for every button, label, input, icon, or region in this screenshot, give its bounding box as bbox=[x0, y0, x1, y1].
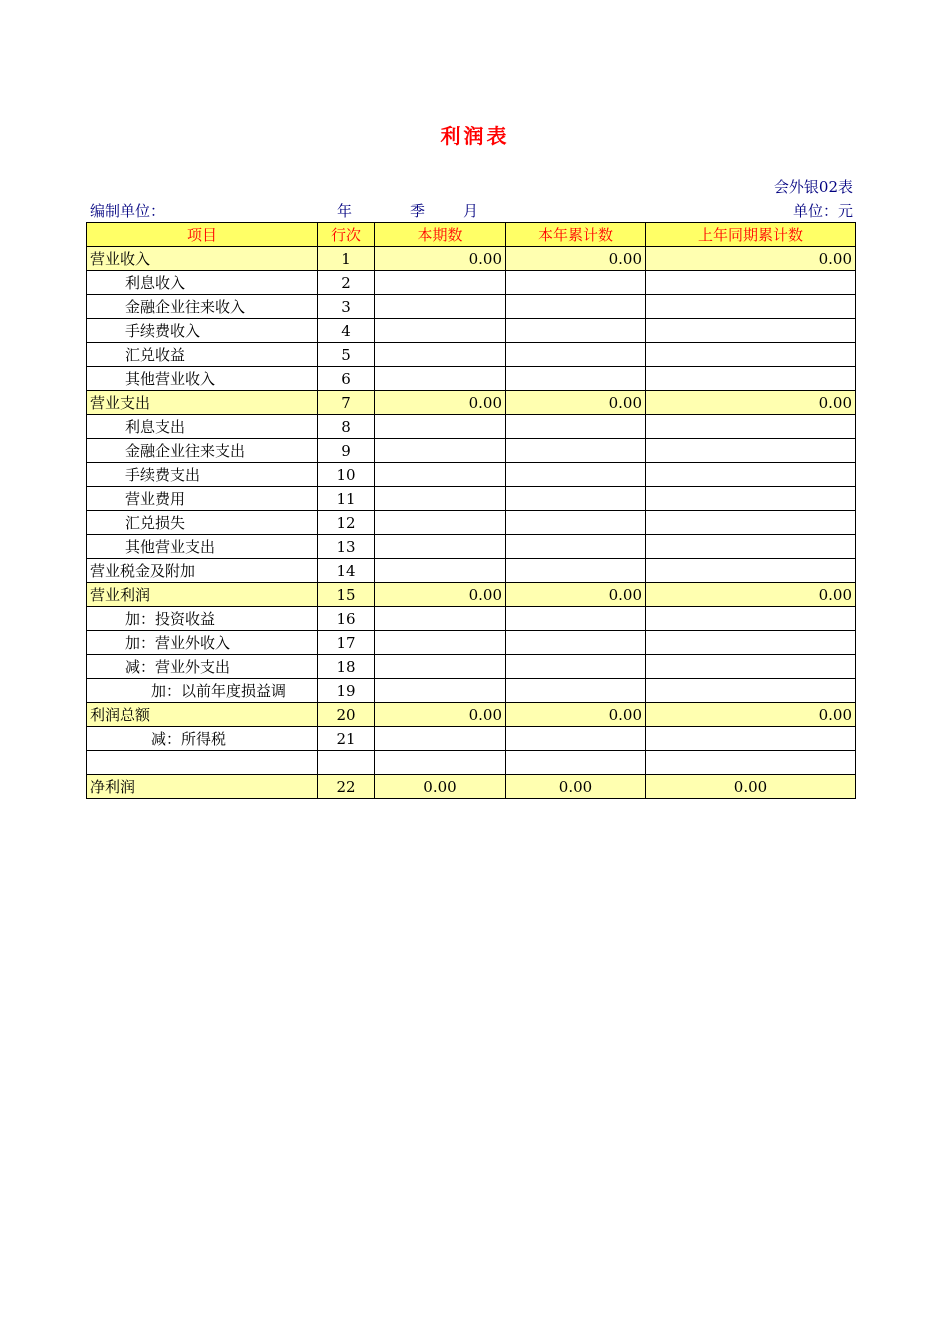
cell-item[interactable]: 利息收入 bbox=[87, 271, 318, 295]
cell-ytd[interactable] bbox=[506, 295, 646, 319]
table-row bbox=[87, 727, 856, 751]
cell-current[interactable] bbox=[375, 679, 506, 703]
table-row bbox=[87, 367, 856, 391]
cell-item[interactable]: 其他营业收入 bbox=[87, 367, 318, 391]
cell-current[interactable] bbox=[375, 271, 506, 295]
cell-current[interactable] bbox=[375, 535, 506, 559]
cell-index[interactable]: 22 bbox=[318, 775, 375, 799]
cell-item[interactable]: 营业支出 bbox=[87, 391, 318, 415]
table-row bbox=[87, 511, 856, 535]
table-row bbox=[87, 631, 856, 655]
cell-ytd[interactable] bbox=[506, 463, 646, 487]
table-row bbox=[87, 535, 856, 559]
cell-current[interactable] bbox=[375, 319, 506, 343]
cell-index[interactable]: 14 bbox=[318, 559, 375, 583]
cell-index[interactable]: 8 bbox=[318, 415, 375, 439]
cell-current[interactable]: 0.00 bbox=[375, 247, 506, 271]
cell-index[interactable]: 3 bbox=[318, 295, 375, 319]
cell-current[interactable]: 0.00 bbox=[375, 583, 506, 607]
cell-current[interactable] bbox=[375, 559, 506, 583]
cell-item[interactable]: 净利润 bbox=[87, 775, 318, 799]
cell-prev[interactable] bbox=[646, 559, 856, 583]
table-row bbox=[87, 343, 856, 367]
header-row bbox=[87, 223, 856, 247]
cell-prev[interactable] bbox=[646, 655, 856, 679]
cell-ytd[interactable] bbox=[506, 439, 646, 463]
cell-prev[interactable] bbox=[646, 487, 856, 511]
cell-prev[interactable] bbox=[646, 607, 856, 631]
cell-prev[interactable]: 0.00 bbox=[646, 583, 856, 607]
cell-item[interactable]: 减：所得税 bbox=[87, 727, 318, 751]
cell-current[interactable] bbox=[375, 655, 506, 679]
col-header-prev[interactable]: 上年同期累计数 bbox=[646, 223, 856, 247]
col-header-ytd[interactable]: 本年累计数 bbox=[506, 223, 646, 247]
table-row bbox=[87, 319, 856, 343]
cell-ytd[interactable] bbox=[506, 607, 646, 631]
cell-prev[interactable] bbox=[646, 271, 856, 295]
cell-index[interactable]: 7 bbox=[318, 391, 375, 415]
cell-index[interactable]: 10 bbox=[318, 463, 375, 487]
cell-ytd[interactable] bbox=[506, 751, 646, 775]
cell-prev[interactable] bbox=[646, 463, 856, 487]
cell-prev[interactable] bbox=[646, 343, 856, 367]
cell-prev[interactable]: 0.00 bbox=[646, 247, 856, 271]
month-label: 月 bbox=[463, 202, 479, 220]
table-row bbox=[87, 295, 856, 319]
cell-item[interactable]: 加：营业外收入 bbox=[87, 631, 318, 655]
table-row bbox=[87, 247, 856, 271]
table-row bbox=[87, 439, 856, 463]
cell-index[interactable]: 18 bbox=[318, 655, 375, 679]
table-row bbox=[87, 775, 856, 799]
cell-prev[interactable]: 0.00 bbox=[646, 391, 856, 415]
cell-prev[interactable] bbox=[646, 439, 856, 463]
org-label: 编制单位： bbox=[90, 202, 166, 220]
cell-index[interactable]: 5 bbox=[318, 343, 375, 367]
cell-item[interactable]: 利息支出 bbox=[87, 415, 318, 439]
cell-prev[interactable] bbox=[646, 367, 856, 391]
cell-ytd[interactable] bbox=[506, 271, 646, 295]
cell-prev[interactable] bbox=[646, 751, 856, 775]
cell-ytd[interactable]: 0.00 bbox=[506, 775, 646, 799]
cell-current[interactable] bbox=[375, 511, 506, 535]
cell-prev[interactable] bbox=[646, 295, 856, 319]
cell-prev[interactable] bbox=[646, 727, 856, 751]
cell-index[interactable]: 1 bbox=[318, 247, 375, 271]
report-title: 利润表 bbox=[440, 124, 510, 148]
table-row bbox=[87, 415, 856, 439]
cell-prev[interactable]: 0.00 bbox=[646, 703, 856, 727]
cell-current[interactable] bbox=[375, 463, 506, 487]
cell-index[interactable] bbox=[318, 751, 375, 775]
cell-ytd[interactable] bbox=[506, 367, 646, 391]
cell-ytd[interactable] bbox=[506, 631, 646, 655]
cell-index[interactable]: 9 bbox=[318, 439, 375, 463]
cell-index[interactable]: 17 bbox=[318, 631, 375, 655]
cell-item[interactable]: 汇兑收益 bbox=[87, 343, 318, 367]
cell-prev[interactable] bbox=[646, 415, 856, 439]
cell-item[interactable]: 金融企业往来收入 bbox=[87, 295, 318, 319]
unit-label: 单位：元 bbox=[792, 202, 853, 220]
table-row bbox=[87, 679, 856, 703]
cell-prev[interactable]: 0.00 bbox=[646, 775, 856, 799]
cell-item[interactable]: 营业费用 bbox=[87, 487, 318, 511]
form-code: 会外银02表 bbox=[773, 178, 853, 196]
cell-item[interactable]: 手续费支出 bbox=[87, 463, 318, 487]
season-label: 季 bbox=[410, 202, 426, 220]
cell-item[interactable] bbox=[87, 751, 318, 775]
cell-prev[interactable] bbox=[646, 631, 856, 655]
cell-item[interactable]: 金融企业往来支出 bbox=[87, 439, 318, 463]
cell-current[interactable] bbox=[375, 487, 506, 511]
year-label: 年 bbox=[337, 202, 353, 220]
cell-ytd[interactable] bbox=[506, 535, 646, 559]
cell-index[interactable]: 20 bbox=[318, 703, 375, 727]
cell-ytd[interactable] bbox=[506, 559, 646, 583]
cell-index[interactable]: 15 bbox=[318, 583, 375, 607]
cell-current[interactable]: 0.00 bbox=[375, 703, 506, 727]
cell-index[interactable]: 12 bbox=[318, 511, 375, 535]
cell-current[interactable]: 0.00 bbox=[375, 775, 506, 799]
cell-ytd[interactable] bbox=[506, 727, 646, 751]
cell-prev[interactable] bbox=[646, 535, 856, 559]
cell-ytd[interactable] bbox=[506, 343, 646, 367]
cell-ytd[interactable] bbox=[506, 415, 646, 439]
table-row bbox=[87, 271, 856, 295]
cell-prev[interactable] bbox=[646, 679, 856, 703]
col-header-index[interactable]: 行次 bbox=[318, 223, 375, 247]
table-row bbox=[87, 559, 856, 583]
cell-prev[interactable] bbox=[646, 319, 856, 343]
cell-index[interactable]: 16 bbox=[318, 607, 375, 631]
cell-index[interactable]: 21 bbox=[318, 727, 375, 751]
cell-current[interactable] bbox=[375, 727, 506, 751]
cell-current[interactable] bbox=[375, 607, 506, 631]
cell-item[interactable]: 营业收入 bbox=[87, 247, 318, 271]
cell-current[interactable] bbox=[375, 295, 506, 319]
cell-item[interactable]: 营业税金及附加 bbox=[87, 559, 318, 583]
col-header-item[interactable]: 项目 bbox=[87, 223, 318, 247]
table-row bbox=[87, 751, 856, 775]
table-row bbox=[87, 703, 856, 727]
cell-item[interactable]: 减：营业外支出 bbox=[87, 655, 318, 679]
cell-current[interactable] bbox=[375, 367, 506, 391]
cell-current[interactable]: 0.00 bbox=[375, 391, 506, 415]
cell-current[interactable] bbox=[375, 751, 506, 775]
cell-index[interactable]: 4 bbox=[318, 319, 375, 343]
table-row bbox=[87, 655, 856, 679]
profit-table bbox=[86, 222, 856, 799]
cell-item[interactable]: 利润总额 bbox=[87, 703, 318, 727]
cell-item[interactable]: 手续费收入 bbox=[87, 319, 318, 343]
cell-current[interactable] bbox=[375, 631, 506, 655]
cell-item[interactable]: 加：投资收益 bbox=[87, 607, 318, 631]
cell-current[interactable] bbox=[375, 343, 506, 367]
cell-item[interactable]: 其他营业支出 bbox=[87, 535, 318, 559]
cell-prev[interactable] bbox=[646, 511, 856, 535]
cell-ytd[interactable] bbox=[506, 511, 646, 535]
cell-item[interactable]: 营业利润 bbox=[87, 583, 318, 607]
cell-ytd[interactable] bbox=[506, 319, 646, 343]
table-row bbox=[87, 607, 856, 631]
cell-current[interactable] bbox=[375, 415, 506, 439]
cell-index[interactable]: 6 bbox=[318, 367, 375, 391]
table-row bbox=[87, 463, 856, 487]
table-row bbox=[87, 583, 856, 607]
cell-item[interactable]: 加：以前年度损益调 bbox=[87, 679, 318, 703]
cell-ytd[interactable] bbox=[506, 679, 646, 703]
cell-ytd[interactable]: 0.00 bbox=[506, 583, 646, 607]
cell-ytd[interactable]: 0.00 bbox=[506, 247, 646, 271]
cell-current[interactable] bbox=[375, 439, 506, 463]
col-header-current[interactable]: 本期数 bbox=[375, 223, 506, 247]
cell-index[interactable]: 13 bbox=[318, 535, 375, 559]
cell-ytd[interactable]: 0.00 bbox=[506, 391, 646, 415]
cell-ytd[interactable] bbox=[506, 655, 646, 679]
cell-index[interactable]: 19 bbox=[318, 679, 375, 703]
cell-ytd[interactable]: 0.00 bbox=[506, 703, 646, 727]
table-row bbox=[87, 487, 856, 511]
table-row bbox=[87, 391, 856, 415]
cell-ytd[interactable] bbox=[506, 487, 646, 511]
cell-index[interactable]: 2 bbox=[318, 271, 375, 295]
cell-item[interactable]: 汇兑损失 bbox=[87, 511, 318, 535]
cell-index[interactable]: 11 bbox=[318, 487, 375, 511]
